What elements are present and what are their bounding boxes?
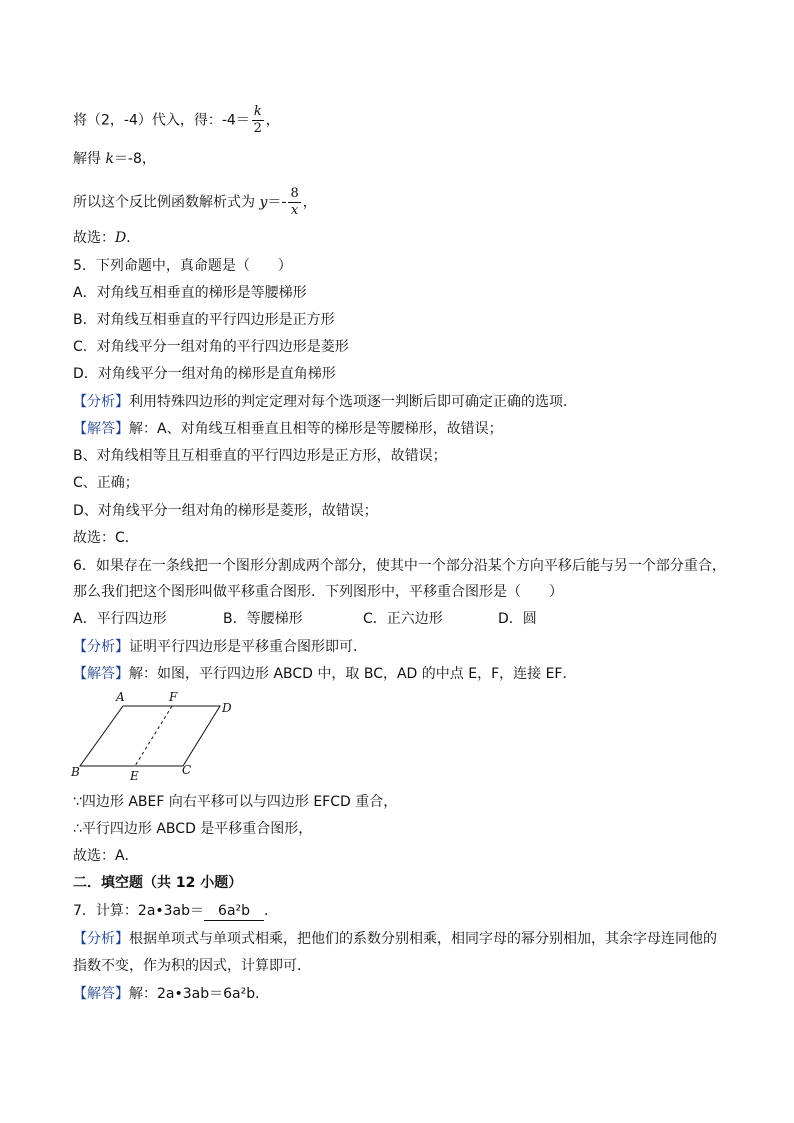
q6-analysis (73, 638, 367, 656)
answer-text: 解：A、对角线互相垂直且相等的梯形是等腰梯形，故错误； (129, 421, 503, 437)
q5-answer (73, 420, 503, 438)
q5-answer-c: C、正确； (73, 475, 139, 491)
choose-label: 故选： (73, 230, 115, 246)
q5-option-d: D．对角线平分一组对角的梯形是直角梯形 (73, 366, 336, 382)
analysis-tag: 【分析】 (73, 639, 129, 655)
q5-option-b: B．对角线互相垂直的平行四边形是正方形 (73, 312, 335, 328)
var-y: y (259, 194, 268, 211)
parallelogram-figure (68, 688, 248, 783)
step-substitute (73, 104, 280, 137)
q6-answer (73, 665, 576, 683)
fraction-denominator: x (290, 203, 299, 218)
q5-option-c: C．对角线平分一组对角的平行四边形是菱形 (73, 339, 349, 355)
answer-tag: 【解答】 (73, 421, 129, 437)
answer-text: 解：如图，平行四边形 ABCD 中，取 BC，AD 的中点 E，F，连接 EF． (129, 666, 577, 682)
choose-value: D (115, 230, 127, 246)
q5-stem: 5．下列命题中，真命题是（ ） (73, 258, 292, 274)
q6-choose: 故选：A． (73, 848, 139, 864)
fraction-numerator: 8 (290, 186, 299, 201)
q6-stem-line2: 那么我们把这个图形叫做平移重合图形．下列图形中，平移重合图形是（ ） (73, 584, 563, 600)
section-heading-fill-blank: 二．填空题（共 12 小题） (73, 875, 243, 891)
segment-ef (135, 706, 172, 766)
analysis-text: 根据单项式与单项式相乘，把他们的系数分别相乘，相同字母的幂分别相加，其余字母连同他的 (129, 931, 717, 947)
answer-tag: 【解答】 (73, 986, 129, 1002)
analysis-tag: 【分析】 (73, 394, 129, 410)
label-a: A (116, 690, 125, 704)
analysis-text: 利用特殊四边形的判定定理对每个选项逐一判断后即可确定正确的选项． (129, 394, 577, 410)
function-end: ， (302, 194, 317, 211)
function-eq: ＝- (267, 194, 287, 211)
choose-end: ． (126, 230, 141, 246)
answer-text: 解：2a•3ab＝6a²b． (129, 986, 270, 1002)
analysis-text: 证明平行四边形是平移重合图形即可． (129, 639, 367, 655)
q7-analysis (73, 930, 717, 948)
solve-text: 解得 (73, 151, 106, 167)
step-solve-k (73, 150, 156, 168)
q7-stem-end: ． (264, 903, 279, 919)
label-d: D (222, 701, 232, 715)
q5-option-a: A．对角线互相垂直的梯形是等腰梯形 (73, 285, 307, 301)
solve-value: ＝-8， (113, 151, 156, 167)
label-b: B (71, 765, 80, 779)
parallelogram-abcd (80, 706, 220, 766)
choose-answer-4 (73, 229, 140, 247)
analysis-tag: 【分析】 (73, 931, 129, 947)
q6-option-a: A．平行四边形 (73, 611, 167, 627)
q5-analysis (73, 393, 577, 411)
q5-answer-d: D、对角线平分一组对角的梯形是菱形，故错误； (73, 503, 378, 519)
q6-options (73, 610, 537, 628)
fraction-denominator: 2 (253, 121, 262, 136)
q6-option-d: D．圆 (498, 611, 537, 627)
step-function (73, 186, 317, 219)
q7-answer-blank: 6a²b (204, 902, 264, 921)
label-c: C (182, 763, 192, 777)
label-f: F (169, 690, 178, 704)
substitute-text: 将（2，-4）代入，得：-4＝ (73, 112, 250, 129)
fraction-8-over-x (288, 186, 300, 219)
q6-answer-line3: ∴平行四边形 ABCD 是平移重合图形， (73, 821, 313, 837)
q5-choose: 故选：C． (73, 530, 139, 546)
q6-stem-line1: 6．如果存在一条线把一个图形分割成两个部分，使其中一个部分沿某个方向平移后能与另一个部分重合， (73, 558, 726, 574)
q6-option-b: B．等腰梯形 (223, 611, 303, 627)
q7-answer (73, 985, 269, 1003)
q6-option-c: C．正六边形 (363, 611, 443, 627)
var-k: k (105, 151, 114, 167)
substitute-end: ， (265, 112, 280, 129)
fraction-numerator: k (253, 104, 262, 119)
q5-answer-b: B、对角线相等且互相垂直的平行四边形是正方形，故错误； (73, 448, 447, 464)
q7-stem-text: 7．计算：2a•3ab＝ (73, 903, 205, 919)
q7-stem (73, 902, 278, 921)
q7-analysis-line2: 指数不变，作为积的因式，计算即可． (73, 958, 311, 974)
fraction-k-over-2 (252, 104, 264, 137)
label-e: E (130, 769, 139, 783)
answer-tag: 【解答】 (73, 666, 129, 682)
function-text: 所以这个反比例函数解析式为 (73, 194, 260, 211)
q6-answer-line2: ∵四边形 ABEF 向右平移可以与四边形 EFCD 重合， (73, 794, 398, 810)
